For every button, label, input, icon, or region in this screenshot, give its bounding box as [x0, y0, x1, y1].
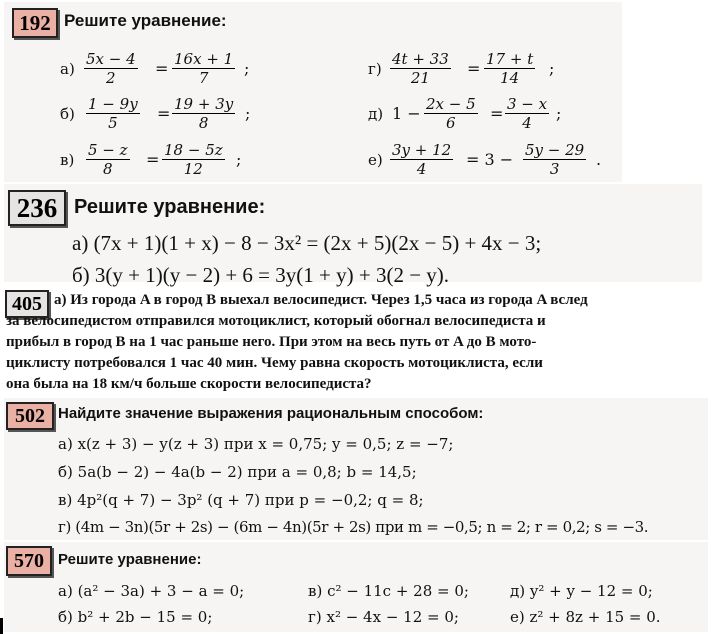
equals: =	[146, 150, 160, 169]
prefix: 1 −	[392, 104, 421, 123]
problem-192-number: 192	[12, 8, 58, 38]
equation-570-a: а) (a² − 3a) + 3 − a = 0;	[58, 582, 245, 600]
fraction: $\frac{1 - 9y}{5}$	[88, 95, 138, 132]
page-edge-mark	[0, 618, 3, 634]
fraction: $\frac{19 + 3y}{8}$	[174, 95, 234, 132]
equation-236-b: б) 3(y + 1)(y − 2) + 6 = 3y(1 + y) + 3(2 − y).	[72, 263, 450, 287]
problem-502-number: 502	[6, 402, 54, 430]
problem-405-line: за велосипедистом отправился мотоциклист, который обогнал велосипедиста и	[6, 313, 546, 329]
item-192-d-label: д)	[368, 105, 384, 123]
equals: =	[157, 104, 171, 123]
problem-570-number: 570	[6, 546, 52, 576]
fraction: $\frac{5 - z}{8}$	[88, 141, 128, 178]
problem-502-g: г) (4m − 3n)(5r + 2s) − (6m − 4n)(5r + 2s) при m = −0,5; n = 2; r = 0,2; s = −3.	[58, 518, 649, 536]
problem-502-b: б) 5a(b − 2) − 4a(b − 2) при a = 0,8; b = 14,5;	[58, 463, 417, 481]
period: .	[596, 150, 602, 169]
semicolon: ;	[556, 104, 562, 123]
problem-502-a: а) x(z + 3) − y(z + 3) при x = 0,75; y = 0,5; z = −7;	[58, 435, 454, 453]
problem-502-heading: Найдите значение выражения рациональным способом:	[58, 405, 484, 422]
equation-570-b: б) b² + 2b − 15 = 0;	[58, 608, 213, 626]
equation-570-g: г) x² − 4x − 12 = 0;	[308, 608, 459, 626]
fraction: $\frac{5y - 29}{3}$	[525, 141, 585, 178]
item-192-v-label: в)	[60, 151, 75, 169]
problem-502-v: в) 4p²(q + 7) − 3p² (q + 7) при p = −0,2; q = 8;	[58, 491, 424, 509]
semicolon: ;	[245, 104, 251, 123]
equals: =	[155, 59, 169, 78]
problem-405-line: циклисту потребовался 1 час 40 мин. Чему равна скорость мотоциклиста, если	[6, 355, 543, 371]
equals: = 3 −	[466, 150, 514, 169]
problem-192-heading: Решите уравнение:	[64, 11, 227, 30]
problem-405-line: она была на 18 км/ч больше скорости велосипедиста?	[6, 376, 372, 392]
semicolon: ;	[549, 59, 555, 78]
problem-405-line: прибыл в город B на 1 час раньше него. При этом на весь путь от A до B мото-	[6, 334, 537, 350]
fraction: $\frac{4t + 33}{21}$	[392, 50, 449, 87]
fraction: $\frac{2x - 5}{6}$	[426, 95, 476, 132]
semicolon: ;	[244, 59, 250, 78]
item-192-e-label: е)	[368, 151, 383, 169]
item-192-a-label: а)	[60, 60, 75, 78]
item-192-b-label: б)	[60, 105, 75, 123]
fraction: $\frac{3 - x}{4}$	[507, 95, 548, 132]
problem-236-number: 236	[8, 190, 66, 226]
equation-570-d: д) y² + y − 12 = 0;	[510, 582, 653, 600]
problem-405-line: а) Из города A в город B выехал велосипедист. Через 1,5 часа из города A вслед	[54, 292, 588, 308]
item-192-g-label: г)	[368, 60, 382, 78]
semicolon: ;	[236, 150, 242, 169]
problem-236-heading: Решите уравнение:	[74, 196, 266, 218]
equation-570-e: е) z² + 8z + 15 = 0.	[510, 608, 661, 626]
fraction: $\frac{16x + 1}{7}$	[174, 50, 234, 87]
fraction: $\frac{17 + t}{14}$	[486, 50, 534, 87]
problem-570-heading: Решите уравнение:	[58, 551, 202, 568]
equation-236-a: а) (7x + 1)(1 + x) − 8 − 3x² = (2x + 5)(2x − 5) + 4x − 3;	[72, 231, 542, 255]
fraction: $\frac{5x - 4}{2}$	[86, 50, 136, 87]
problem-405-number: 405	[5, 290, 49, 318]
fraction: $\frac{3y + 12}{4}$	[392, 141, 452, 178]
equation-570-v: в) c² − 11c + 28 = 0;	[308, 582, 469, 600]
fraction: $\frac{18 - 5z}{12}$	[164, 141, 223, 178]
equals: =	[467, 59, 481, 78]
equals: =	[490, 104, 504, 123]
